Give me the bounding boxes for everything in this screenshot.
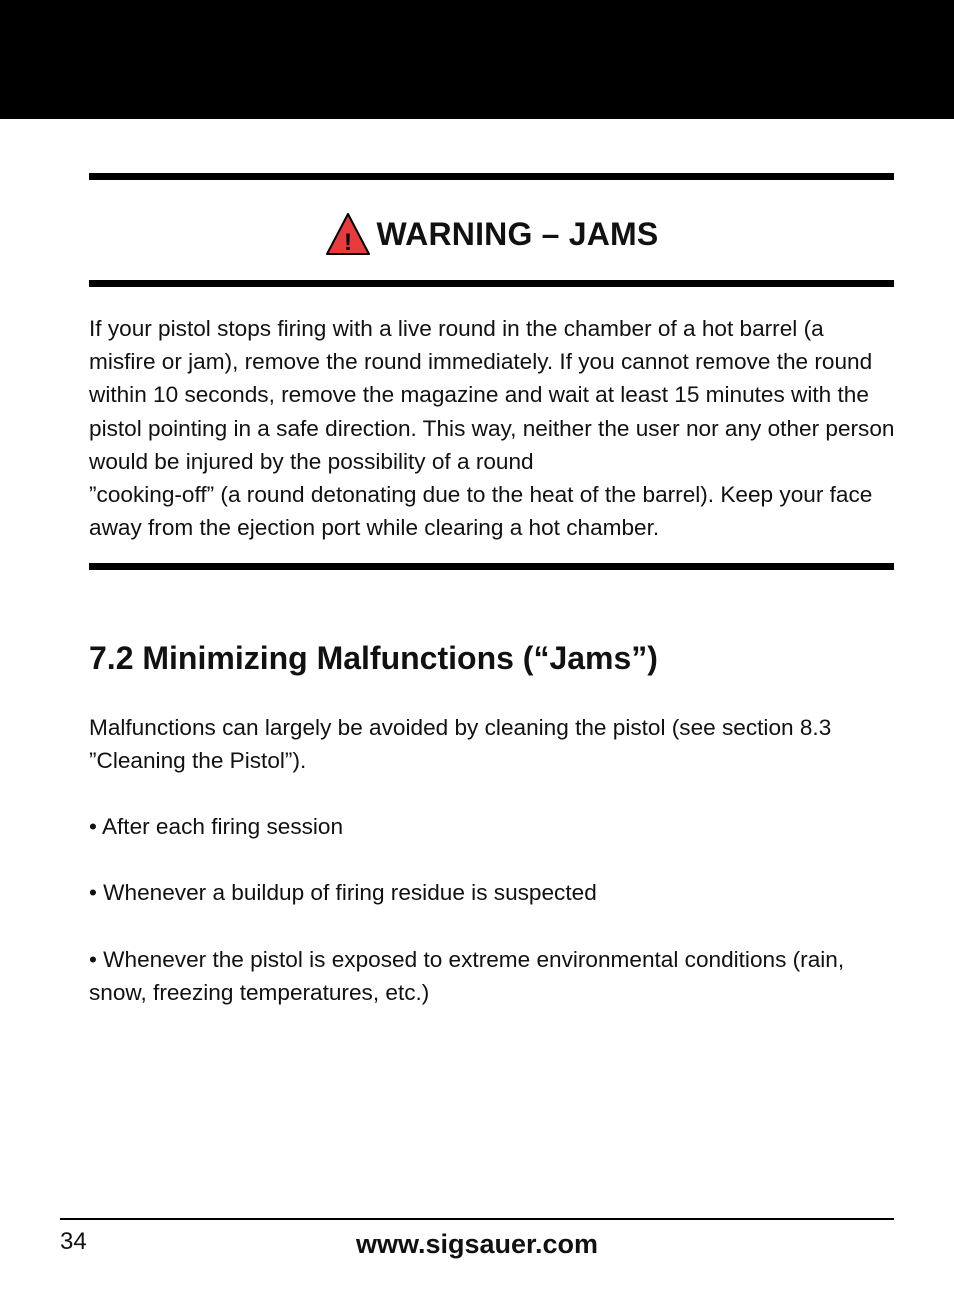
bullet-item: • Whenever the pistol is exposed to extreme environmental conditions (rain, snow, freezing temperatures, etc.) xyxy=(89,947,845,1006)
bullet-item: • After each firing session xyxy=(89,814,344,839)
warning-body-text: If your pistol stops firing with a live round in the chamber of a hot barrel (a misfire or jam), remove the round immediately. If you cannot remove the round within 10 seconds, remove the magazine and wait at least 15 minutes with the pistol pointing in a safe direction. This way, neither the user nor any other person would be injured by the possibility of a round ”cooking-off” (a round detonating due to the heat of the barrel). Keep your face away from the ejection port while clearing a hot chamber. xyxy=(89,316,895,541)
top-black-band xyxy=(0,0,954,119)
warning-top-rule xyxy=(89,173,894,180)
section-heading: 7.2 Minimizing Malfunctions (“Jams”) xyxy=(89,640,658,676)
warning-title xyxy=(89,203,894,265)
footer-rule xyxy=(60,1218,894,1220)
warning-end-rule xyxy=(89,563,894,570)
warning-bottom-title-rule xyxy=(89,280,894,287)
bullet-item: • Whenever a buildup of firing residue is suspected xyxy=(89,880,597,905)
footer-website-url: www.sigsauer.com xyxy=(355,1229,599,1259)
warning-icon-glyph: ! xyxy=(343,229,352,256)
warning-title-text: WARNING – JAMS xyxy=(376,215,659,252)
page-number: 34 xyxy=(60,1228,87,1255)
section-intro-paragraph: Malfunctions can largely be avoided by cleaning the pistol (see section 8.3 ”Cleaning the Pistol”). xyxy=(89,715,832,774)
warning-triangle-icon xyxy=(325,212,371,256)
